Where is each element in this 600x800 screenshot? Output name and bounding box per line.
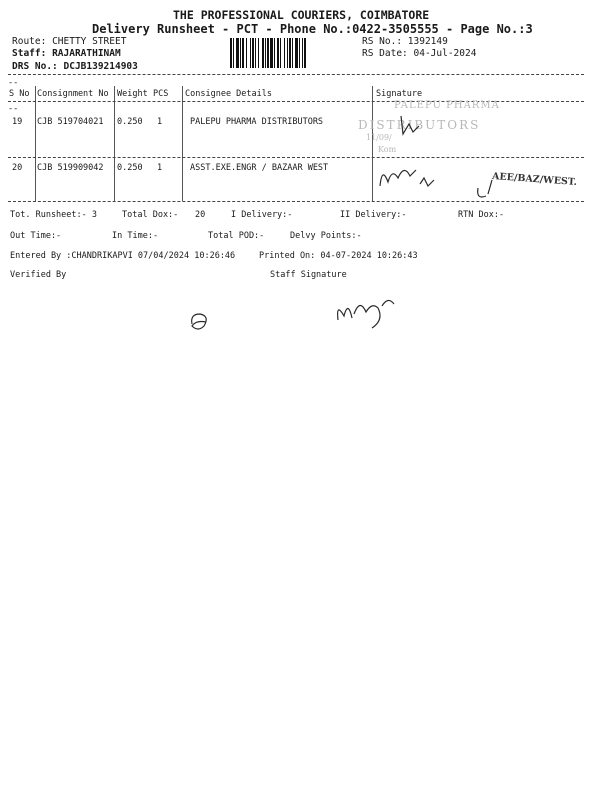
verified-by: Verified By [10,270,67,280]
runsheet-subtitle: Delivery Runsheet - PCT - Phone No.:0422-3505555 - Page No.:3 [92,22,533,36]
rs-no-line [362,36,448,47]
row-19-signature [395,112,425,142]
row-20-signature [376,160,466,198]
col-header-pcs: PCS [153,89,169,99]
col-sep [114,86,115,201]
row-pcs: 1 [157,117,163,127]
col-header-sno: S No [9,89,30,99]
total-dox-label: Total Dox:- [122,210,179,220]
col-sep [182,86,183,201]
consignee-stamp-date: 11/09/ [366,133,392,142]
consignee-stamp-name: PALEPU PHARMA [394,100,500,111]
entered-by: Entered By :CHANDRIKAPVI 07/04/2024 10:26:46 [10,251,236,261]
staff-value: RAJARATHINAM [52,48,121,59]
row-consignment: CJB 519704021 [37,117,104,127]
row-weight: 0.250 [117,163,143,173]
consignee-stamp-sub: DISTRIBUTORS [358,118,481,132]
rs-date-line [362,48,476,59]
ae-stamp-signature [474,174,504,204]
in-time: In Time:- [112,231,159,241]
staff-signature-label: Staff Signature [270,270,347,280]
row-weight: 0.250 [117,117,143,127]
i-delivery: I Delivery:- [231,210,293,220]
out-time: Out Time:- [10,231,62,241]
col-header-signature: Signature [376,89,423,99]
delvy-points: Delvy Points:- [290,231,362,241]
barcode-bar [306,38,308,68]
rs-date-value: 04-Jul-2024 [413,48,477,59]
col-header-weight: Weight [117,89,148,99]
rs-no-label: RS No.: [362,36,403,47]
ae-stamp: AEE/BAZ/WEST. [491,171,578,188]
drs-line [12,61,138,72]
printed-on: Printed On: 04-07-2024 10:26:43 [259,251,418,261]
row-consignee: ASST.EXE.ENGR / BAZAAR WEST [190,163,329,173]
rs-no-value: 1392149 [407,36,448,47]
col-sep [35,86,36,201]
table-top-rule [8,74,584,75]
drs-value: DCJB139214903 [63,61,138,72]
table-bottom-rule [8,201,584,202]
verifier-signature [186,306,216,336]
row-sno: 20 [12,163,23,173]
rs-date-label: RS Date: [362,48,408,59]
row-rule [8,157,584,158]
consignee-stamp-place: Kom [378,145,397,154]
route-label: Route: [12,36,47,47]
row-pcs: 1 [157,163,163,173]
company-title: THE PROFESSIONAL COURIERS, COIMBATORE [173,8,430,22]
staff-label: Staff: [12,48,47,59]
row-marker: -- [8,104,19,114]
rtn-dox: RTN Dox:- [458,210,505,220]
staff-line [12,48,121,59]
col-header-consignment: Consignment No [37,89,109,99]
staff-signature [332,290,402,332]
drs-label: DRS No.: [12,61,58,72]
barcode [230,38,352,68]
ii-delivery: II Delivery:- [340,210,407,220]
pre-marker: -- [8,78,19,88]
route-value: CHETTY STREET [52,36,127,47]
total-dox-value: 20 [195,210,206,220]
row-consignment: CJB 519909042 [37,163,104,173]
tot-runsheet: Tot. Runsheet:- 3 [10,210,97,220]
col-sep [372,86,373,201]
col-header-consignee: Consignee Details [185,89,272,99]
route-line [12,36,126,47]
total-pod: Total POD:- [208,231,265,241]
row-consignee: PALEPU PHARMA DISTRIBUTORS [190,117,324,127]
row-sno: 19 [12,117,23,127]
